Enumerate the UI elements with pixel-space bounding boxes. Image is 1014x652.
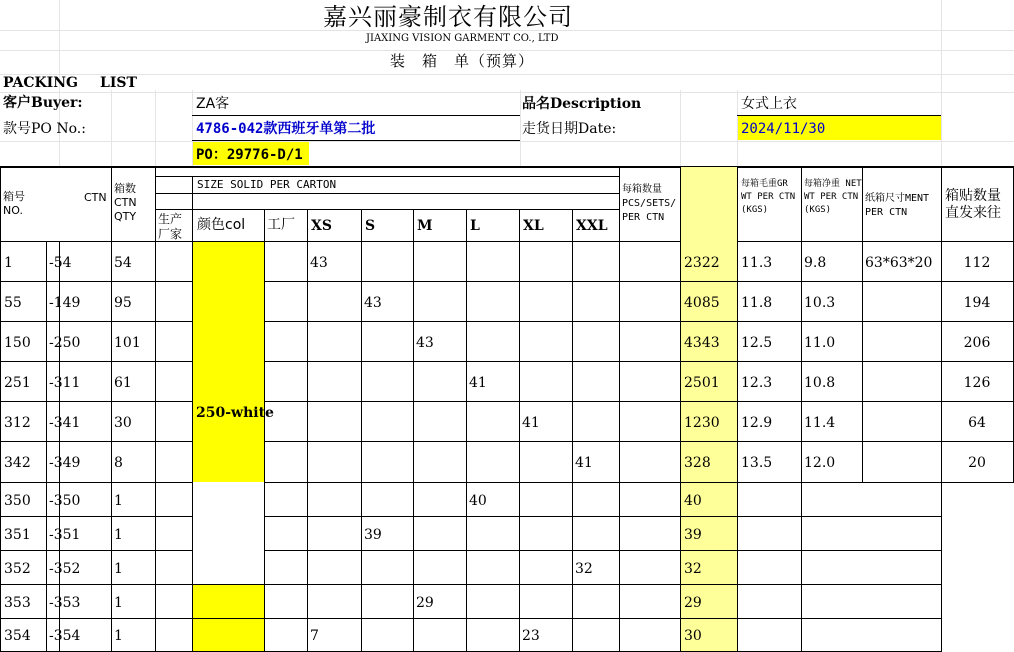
box-to: -352 xyxy=(49,560,81,577)
gross-weight: 11.3 xyxy=(741,254,773,271)
ctn-qty: 8 xyxy=(114,455,123,471)
total-qty: 30 xyxy=(684,628,702,644)
net-weight: 11.0 xyxy=(804,334,836,351)
size-qty: 40 xyxy=(469,492,487,509)
company-name-cn: 嘉兴丽豪制衣有限公司 xyxy=(323,3,573,31)
col-gross-wt: 每箱毛重GR WT PER CTN (KGS) xyxy=(741,179,796,215)
color-value: 250-white xyxy=(196,405,274,421)
ctn-qty: 1 xyxy=(114,526,123,543)
col-per-ctn: 每箱数量 PCS/SETS/ PER CTN xyxy=(622,184,677,223)
label-count: 126 xyxy=(963,374,991,391)
box-from: 350 xyxy=(4,492,31,509)
box-to: -354 xyxy=(49,628,81,644)
net-weight: 10.3 xyxy=(804,294,836,311)
col-size-s: S xyxy=(365,218,376,234)
size-qty: 41 xyxy=(575,455,593,471)
po-no-label: 款号PO No.: xyxy=(3,121,86,137)
total-qty: 1230 xyxy=(684,414,720,431)
box-to: -341 xyxy=(49,414,81,431)
size-qty: 41 xyxy=(522,414,540,431)
total-qty: 32 xyxy=(684,560,702,577)
total-qty: 4085 xyxy=(684,294,720,311)
box-from: 342 xyxy=(4,455,31,471)
box-from: 353 xyxy=(4,594,31,611)
size-qty: 43 xyxy=(310,254,328,271)
label-count: 194 xyxy=(963,294,991,311)
total-qty: 2322 xyxy=(684,254,720,271)
col-factory-prod: 生产 厂家 xyxy=(158,212,183,241)
ctn-qty: 54 xyxy=(114,254,132,271)
box-from: 150 xyxy=(4,334,31,351)
gross-weight: 12.5 xyxy=(741,334,773,351)
description-label: 品名Description xyxy=(522,96,642,112)
box-to: -349 xyxy=(49,455,81,471)
col-size-xxl: XXL xyxy=(576,218,608,234)
gross-weight: 12.3 xyxy=(741,374,773,391)
net-weight: 12.0 xyxy=(804,455,836,471)
col-ctn: CTN xyxy=(84,191,107,204)
total-qty: 39 xyxy=(684,526,702,543)
net-weight: 10.8 xyxy=(804,374,836,391)
box-from: 312 xyxy=(4,414,31,431)
size-qty: 23 xyxy=(522,628,540,644)
box-to: -250 xyxy=(49,334,81,351)
po-line: PO：29776-D/1 xyxy=(196,147,303,163)
col-size-xl: XL xyxy=(523,218,544,234)
total-qty: 4343 xyxy=(684,334,720,351)
total-qty: 328 xyxy=(684,455,711,471)
ctn-qty: 1 xyxy=(114,628,123,644)
gross-weight: 11.8 xyxy=(741,294,773,311)
box-to: -311 xyxy=(49,374,81,391)
box-from: 351 xyxy=(4,526,31,543)
total-qty: 2501 xyxy=(684,374,720,391)
description-value: 女式上衣 xyxy=(741,96,797,112)
total-qty: 40 xyxy=(684,492,702,509)
packing-list-label-2: LIST xyxy=(100,75,137,91)
col-factory: 工厂 xyxy=(267,217,295,233)
ctn-qty: 1 xyxy=(114,492,123,509)
carton-dimensions: 63*63*20 xyxy=(865,254,933,271)
total-qty: 29 xyxy=(684,594,702,611)
col-label-count: 箱贴数量 直发来往 xyxy=(945,188,1001,221)
box-from: 1 xyxy=(4,254,13,271)
size-qty: 29 xyxy=(416,594,434,611)
size-qty: 39 xyxy=(364,526,382,543)
box-from: 251 xyxy=(4,374,31,391)
col-box-no: 箱号 NO. xyxy=(3,190,25,217)
box-to: -54 xyxy=(49,254,72,271)
box-from: 354 xyxy=(4,628,31,644)
box-to: -350 xyxy=(49,492,81,509)
box-to: -351 xyxy=(49,526,81,543)
ctn-qty: 61 xyxy=(114,374,132,391)
date-value: 2024/11/30 xyxy=(741,121,826,137)
box-from: 55 xyxy=(4,294,22,311)
col-size-xs: XS xyxy=(311,218,332,234)
po-no-value: 4786-042款西班牙单第二批 xyxy=(196,121,376,137)
box-from: 352 xyxy=(4,560,31,577)
document-title: 装 箱 单（预算） xyxy=(390,52,535,70)
col-net-wt: 每箱净重 NET WT PER CTN (KGS) xyxy=(804,179,862,215)
col-size-l: L xyxy=(470,218,480,234)
size-qty: 7 xyxy=(310,628,319,644)
gross-weight: 12.9 xyxy=(741,414,773,431)
box-to: -149 xyxy=(49,294,81,311)
col-size-m: M xyxy=(417,218,433,234)
label-count: 64 xyxy=(968,414,986,431)
ctn-qty: 30 xyxy=(114,414,132,431)
col-size-solid: SIZE SOLID PER CARTON xyxy=(197,178,337,191)
buyer-value: ZA客 xyxy=(196,96,230,112)
label-count: 20 xyxy=(968,455,986,471)
size-qty: 32 xyxy=(575,560,593,577)
ctn-qty: 95 xyxy=(114,294,132,311)
date-label: 走货日期Date: xyxy=(522,121,617,137)
col-carton-size: 纸箱尺寸MENT PER CTN xyxy=(865,193,930,218)
ctn-qty: 1 xyxy=(114,560,123,577)
label-count: 206 xyxy=(963,334,991,351)
size-qty: 43 xyxy=(364,294,382,311)
ctn-qty: 101 xyxy=(114,334,141,351)
ctn-qty: 1 xyxy=(114,594,123,611)
net-weight: 9.8 xyxy=(804,254,827,271)
label-count: 112 xyxy=(963,254,991,271)
net-weight: 11.4 xyxy=(804,414,836,431)
col-ctn-qty: 箱数 CTN QTY xyxy=(114,182,137,223)
gross-weight: 13.5 xyxy=(741,455,773,471)
box-to: -353 xyxy=(49,594,81,611)
packing-list-label: PACKING xyxy=(3,75,78,91)
company-name-en: JIAXING VISION GARMENT CO., LTD xyxy=(366,33,559,44)
col-color: 颜色col xyxy=(197,217,246,233)
size-qty: 43 xyxy=(416,334,434,351)
size-qty: 41 xyxy=(469,374,487,391)
buyer-label: 客户Buyer: xyxy=(3,95,83,111)
